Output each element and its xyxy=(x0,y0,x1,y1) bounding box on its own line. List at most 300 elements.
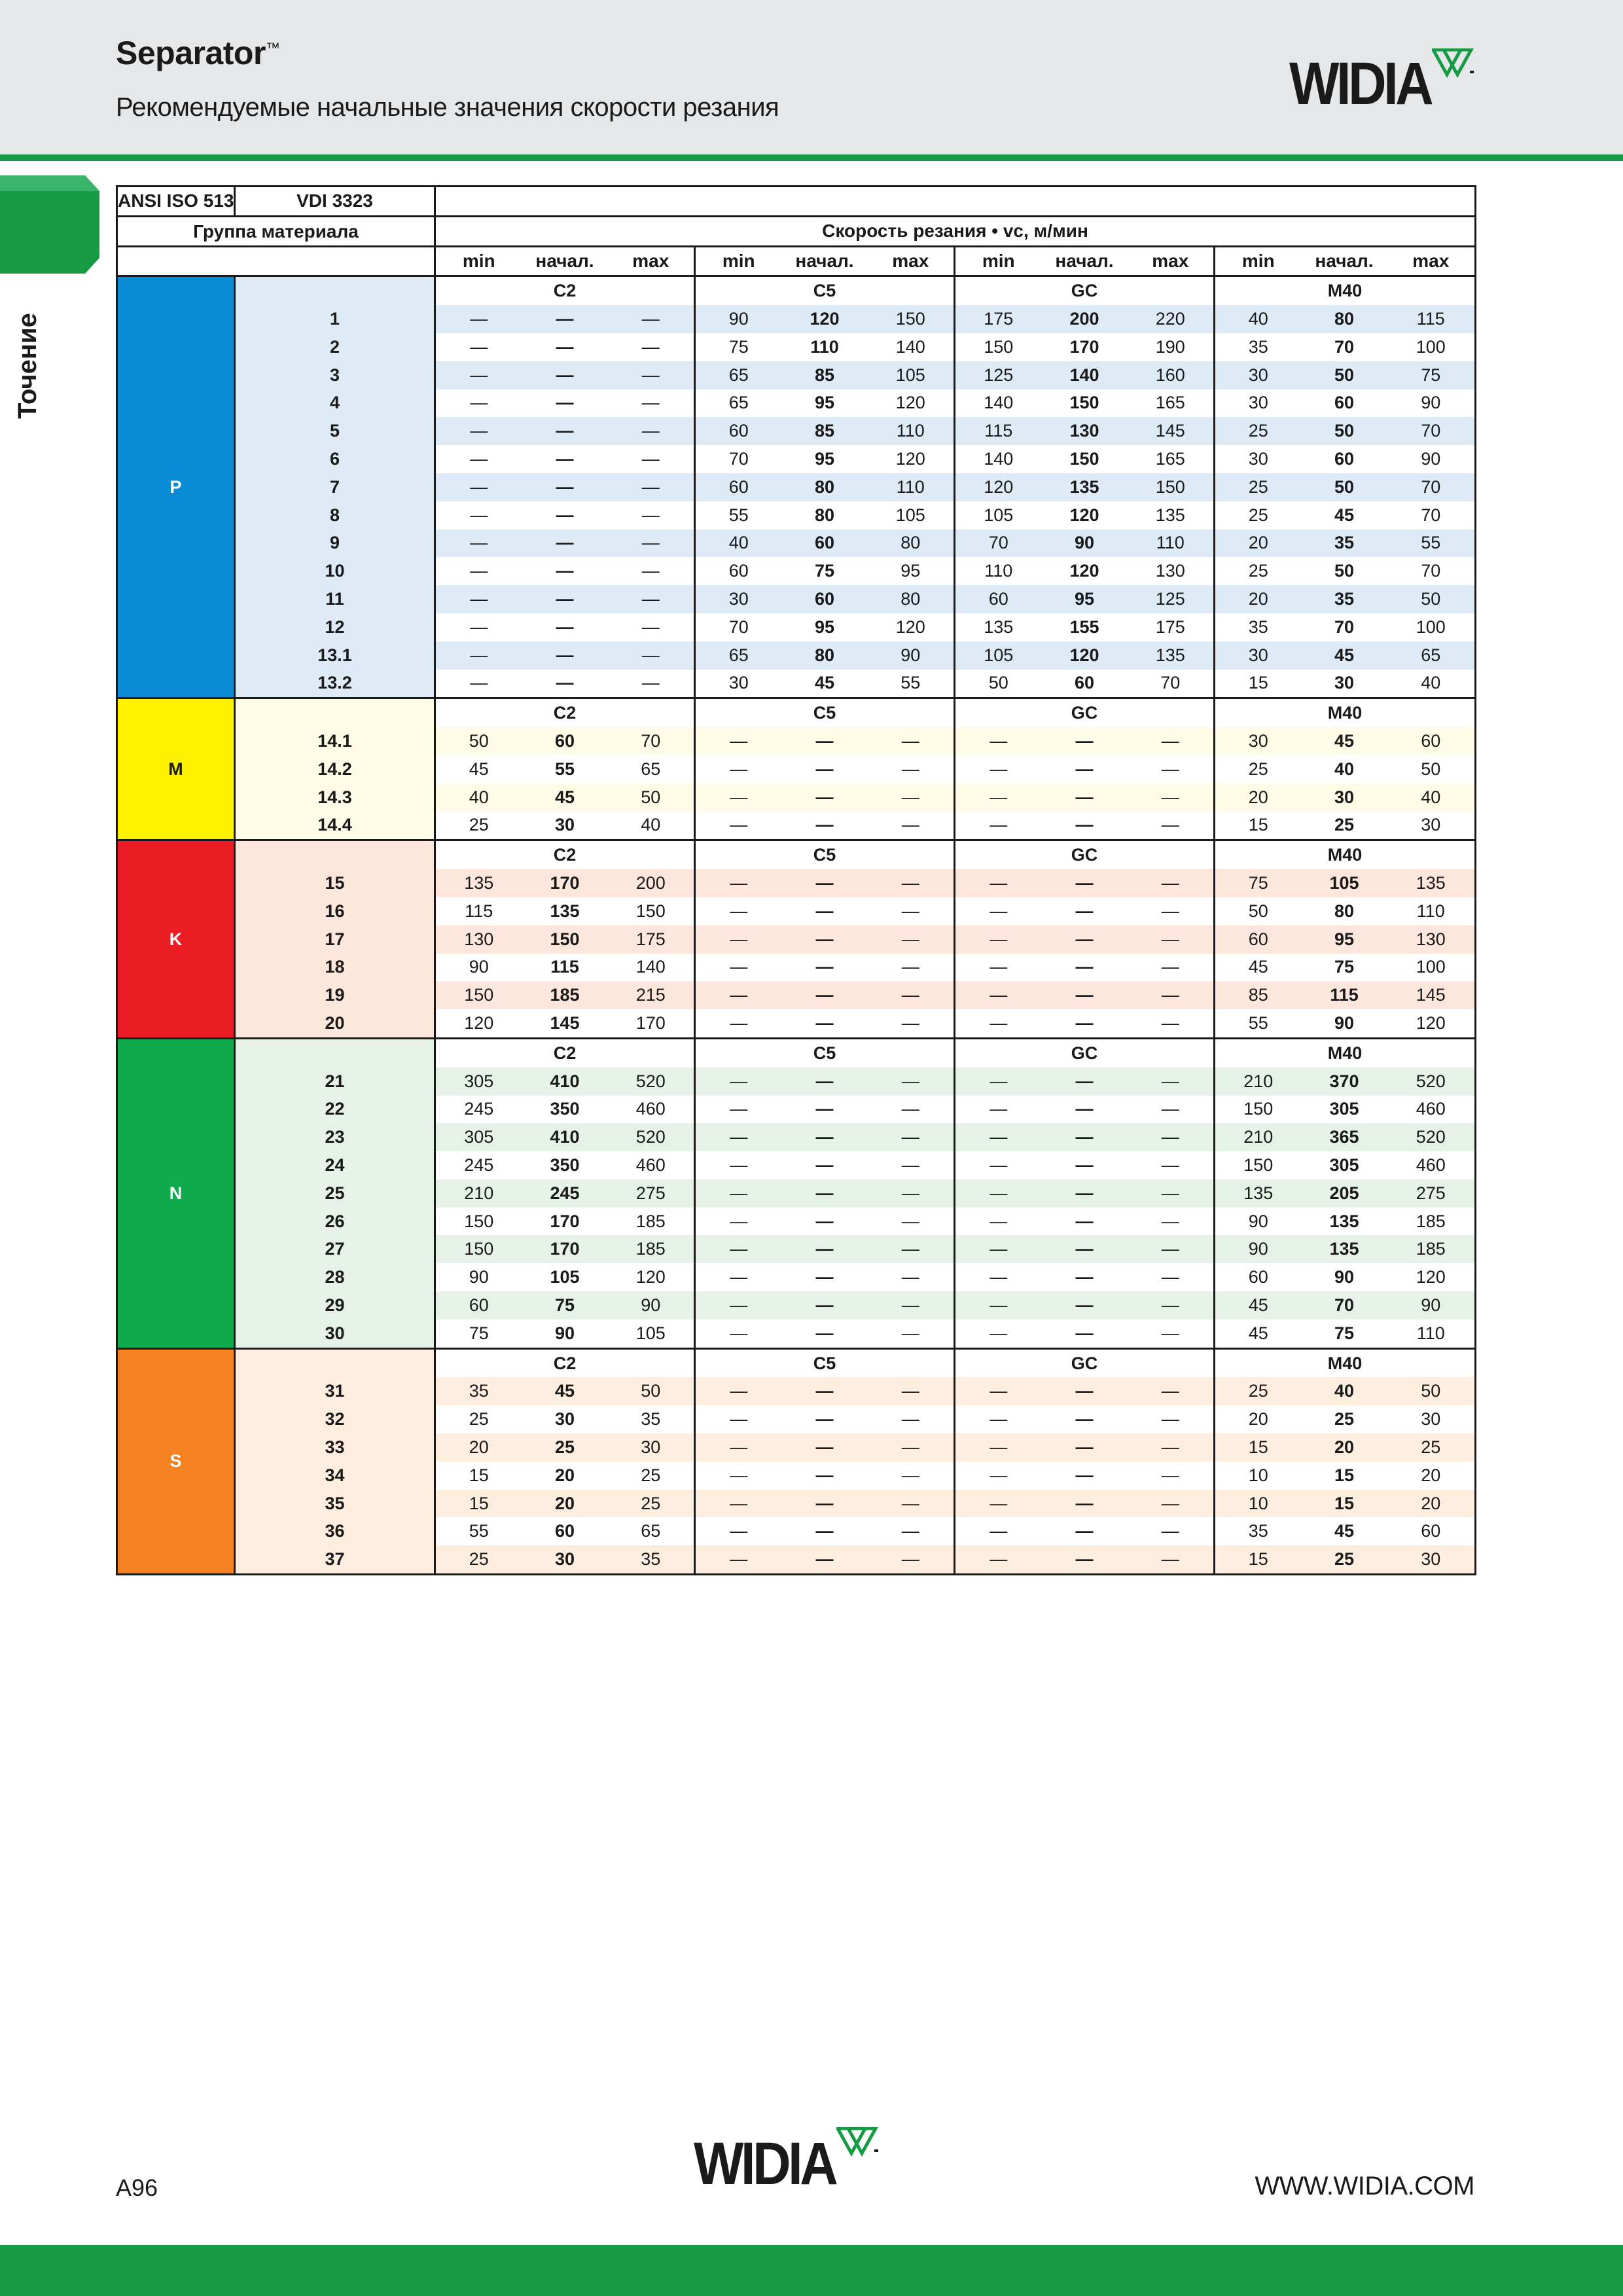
speed-value: — xyxy=(955,1179,1042,1208)
speed-value: 110 xyxy=(955,557,1042,585)
table-row xyxy=(117,641,1476,670)
speed-value: 55 xyxy=(1215,1009,1302,1038)
speed-value: — xyxy=(1128,981,1215,1009)
speed-value: 275 xyxy=(608,1179,695,1208)
website-url[interactable]: WWW.WIDIA.COM xyxy=(1255,2172,1474,2200)
speed-value: — xyxy=(955,1123,1042,1151)
speed-value: 90 xyxy=(435,1263,522,1291)
speed-value: — xyxy=(815,1267,834,1287)
speed-value: — xyxy=(1075,1099,1094,1119)
speed-value: 70 xyxy=(955,529,1042,558)
speed-value: 60 xyxy=(695,417,782,445)
speed-value: — xyxy=(782,981,868,1009)
speed-value: — xyxy=(955,755,1042,783)
speed-value: 145 xyxy=(522,1009,608,1038)
speed-value: 350 xyxy=(550,1099,580,1119)
speed-value: 50 xyxy=(955,670,1042,698)
speed-value: — xyxy=(1128,925,1215,954)
speed-value: — xyxy=(641,393,660,413)
speed-value: — xyxy=(695,954,782,982)
speed-value: 140 xyxy=(1042,361,1128,389)
footer-bar xyxy=(0,2245,1623,2296)
grade-row-k xyxy=(117,840,1476,869)
speed-value: 25 xyxy=(641,1465,661,1485)
speed-value: — xyxy=(1042,727,1128,755)
speed-value: 25 xyxy=(435,1545,522,1574)
speed-value: — xyxy=(695,925,782,954)
speed-value: 65 xyxy=(695,361,782,389)
speed-value: 25 xyxy=(1334,1409,1355,1429)
speed-value: 75 xyxy=(1334,957,1355,977)
speed-value: — xyxy=(608,361,695,389)
speed-value: — xyxy=(1042,1433,1128,1462)
speed-value: — xyxy=(435,529,522,558)
vdi-number: 9 xyxy=(235,529,435,558)
speed-value: 25 xyxy=(1302,812,1387,840)
speed-value: — xyxy=(608,305,695,333)
speed-value: 110 xyxy=(868,417,955,445)
speed-value: 190 xyxy=(1155,336,1185,357)
speed-value: 20 xyxy=(522,1490,608,1518)
speed-value: 170 xyxy=(608,1009,695,1038)
speed-value: — xyxy=(901,957,919,977)
speed-value: — xyxy=(815,1465,834,1485)
speed-value: 150 xyxy=(1215,1151,1302,1179)
speed-value: 55 xyxy=(1387,529,1476,558)
speed-value: 130 xyxy=(1155,561,1185,581)
table-row xyxy=(117,1263,1476,1291)
speed-value: 30 xyxy=(522,812,608,840)
speed-value: 305 xyxy=(435,1123,522,1151)
speed-value: 95 xyxy=(814,393,835,413)
speed-value: — xyxy=(435,361,522,389)
speed-value: — xyxy=(435,613,522,641)
vdi-cell-blank xyxy=(235,698,435,727)
table-row xyxy=(117,755,1476,783)
table-row xyxy=(117,613,1476,641)
speed-value: — xyxy=(522,305,608,333)
table-row xyxy=(117,670,1476,698)
vdi-cell-blank xyxy=(235,840,435,869)
subcol-label: max xyxy=(1128,246,1215,276)
speed-value: 105 xyxy=(608,1319,695,1348)
speed-value: 95 xyxy=(901,561,921,581)
speed-value: 25 xyxy=(1215,557,1302,585)
vdi-number: 8 xyxy=(235,501,435,529)
speed-value: 80 xyxy=(1302,305,1387,333)
iso-group-n: N xyxy=(117,1038,235,1348)
speed-value: — xyxy=(695,1462,782,1490)
speed-value: — xyxy=(1042,869,1128,897)
widia-logo-header xyxy=(1289,50,1450,117)
speed-value: — xyxy=(1161,1155,1179,1175)
speed-value: 50 xyxy=(1302,473,1387,501)
speed-value: 70 xyxy=(1334,336,1355,357)
vdi-number: 11 xyxy=(235,585,435,613)
speed-value: — xyxy=(1075,1267,1094,1287)
speed-value: 70 xyxy=(608,727,695,755)
table-row xyxy=(117,1096,1476,1124)
speed-value: — xyxy=(782,1319,868,1348)
speed-value: — xyxy=(608,670,695,698)
speed-value: 55 xyxy=(435,1517,522,1545)
speed-value: 65 xyxy=(695,641,782,670)
grade-label: M40 xyxy=(1215,840,1476,869)
speed-value: 135 xyxy=(1128,641,1215,670)
speed-value: 35 xyxy=(1302,585,1387,613)
subcol-label: min xyxy=(955,246,1042,276)
speed-value: — xyxy=(695,783,782,812)
vdi-number: 28 xyxy=(235,1263,435,1291)
speed-value: — xyxy=(782,1490,868,1518)
vdi-number: 26 xyxy=(235,1208,435,1236)
grade-label: C2 xyxy=(435,698,695,727)
speed-value: 245 xyxy=(435,1151,522,1179)
speed-value: 75 xyxy=(695,333,782,361)
speed-value: — xyxy=(782,1433,868,1462)
grade-row-n xyxy=(117,1038,1476,1067)
speed-value: 15 xyxy=(1215,670,1302,698)
speed-value: 120 xyxy=(435,1009,522,1038)
speed-value: 170 xyxy=(550,1211,580,1231)
table-row xyxy=(117,1235,1476,1263)
speed-value: — xyxy=(695,1319,782,1348)
speed-value: — xyxy=(815,1155,834,1175)
speed-value: — xyxy=(1042,783,1128,812)
speed-value: 20 xyxy=(1302,1433,1387,1462)
speed-value: 60 xyxy=(1215,925,1302,954)
header-blank xyxy=(435,187,1476,217)
speed-value: — xyxy=(1128,869,1215,897)
speed-value: 125 xyxy=(1128,585,1215,613)
speed-value: 75 xyxy=(522,1291,608,1319)
speed-value: 370 xyxy=(1302,1067,1387,1096)
speed-value: 210 xyxy=(1215,1123,1302,1151)
speed-value: 80 xyxy=(782,641,868,670)
page-number: A96 xyxy=(116,2174,158,2201)
speed-value: 60 xyxy=(554,1521,575,1541)
speed-value: 135 xyxy=(1329,1211,1359,1231)
speed-value: 120 xyxy=(1069,505,1099,525)
speed-value: 30 xyxy=(1387,812,1476,840)
widia-triangle-icon xyxy=(836,2127,878,2160)
table-row xyxy=(117,333,1476,361)
speed-value: 205 xyxy=(1302,1179,1387,1208)
speed-value: — xyxy=(901,901,919,921)
speed-value: — xyxy=(868,1490,955,1518)
speed-value: 30 xyxy=(1215,641,1302,670)
speed-value: — xyxy=(695,1517,782,1545)
speed-value: — xyxy=(782,1291,868,1319)
speed-value: — xyxy=(782,1009,868,1038)
speed-value: — xyxy=(695,1096,782,1124)
speed-value: — xyxy=(522,529,608,558)
speed-value: — xyxy=(695,1377,782,1405)
speed-value: 90 xyxy=(1387,445,1476,473)
speed-value: — xyxy=(1075,1465,1094,1485)
vdi-number: 14.3 xyxy=(235,783,435,812)
vdi-number: 34 xyxy=(235,1462,435,1490)
speed-value: — xyxy=(695,1490,782,1518)
grade-label: GC xyxy=(955,276,1215,305)
speed-value: — xyxy=(1128,1291,1215,1319)
speed-value: — xyxy=(695,1123,782,1151)
speed-value: — xyxy=(522,473,608,501)
speed-value: — xyxy=(1042,1545,1128,1574)
speed-value: 10 xyxy=(1215,1490,1302,1518)
speed-value: 460 xyxy=(635,1155,666,1175)
speed-value: 520 xyxy=(1387,1123,1476,1151)
speed-value: — xyxy=(1042,1235,1128,1263)
table-row xyxy=(117,529,1476,558)
grade-label: GC xyxy=(955,698,1215,727)
speed-value: 40 xyxy=(1215,305,1302,333)
vdi-number: 36 xyxy=(235,1517,435,1545)
speed-value: 215 xyxy=(608,981,695,1009)
speed-value: 130 xyxy=(1387,925,1476,954)
vdi-number: 32 xyxy=(235,1405,435,1433)
speed-value: — xyxy=(1042,1291,1128,1319)
header-material-group: Группа материала xyxy=(117,216,435,246)
speed-value: — xyxy=(695,897,782,925)
speed-value: — xyxy=(868,981,955,1009)
speed-value: 135 xyxy=(550,901,580,921)
speed-value: 50 xyxy=(608,1377,695,1405)
speed-value: 105 xyxy=(868,361,955,389)
speed-value: 210 xyxy=(435,1179,522,1208)
speed-value: — xyxy=(695,755,782,783)
speed-value: 45 xyxy=(1215,1291,1302,1319)
speed-value: 150 xyxy=(435,1235,522,1263)
speed-value: — xyxy=(955,1009,1042,1038)
speed-value: — xyxy=(955,1291,1042,1319)
speed-value: 125 xyxy=(955,361,1042,389)
speed-value: — xyxy=(815,1099,834,1119)
table-row xyxy=(117,585,1476,613)
speed-value: 90 xyxy=(522,1319,608,1348)
speed-value: 120 xyxy=(895,617,925,637)
speed-value: — xyxy=(1161,957,1179,977)
speed-value: 100 xyxy=(1387,613,1476,641)
speed-value: 45 xyxy=(1302,641,1387,670)
speed-value: — xyxy=(1128,727,1215,755)
grade-label: C2 xyxy=(435,1038,695,1067)
speed-value: — xyxy=(1128,1235,1215,1263)
speed-value: 35 xyxy=(1215,1517,1302,1545)
speed-value: — xyxy=(641,336,660,357)
speed-value: — xyxy=(641,505,660,525)
speed-value: 135 xyxy=(435,869,522,897)
speed-value: — xyxy=(435,557,522,585)
speed-value: — xyxy=(955,1151,1042,1179)
table-row xyxy=(117,954,1476,982)
speed-value: — xyxy=(695,727,782,755)
speed-value: 120 xyxy=(635,1267,666,1287)
speed-value: 120 xyxy=(1387,1009,1476,1038)
speed-value: — xyxy=(556,336,574,357)
speed-value: — xyxy=(1128,1067,1215,1096)
header-cutting-speed: Скорость резания • vc, м/мин xyxy=(435,216,1476,246)
speed-value: 175 xyxy=(955,305,1042,333)
speed-value: — xyxy=(1128,1490,1215,1518)
speed-value: 150 xyxy=(955,333,1042,361)
subcol-label: min xyxy=(695,246,782,276)
table-row xyxy=(117,1067,1476,1096)
speed-value: — xyxy=(955,897,1042,925)
speed-value: 410 xyxy=(522,1123,608,1151)
speed-value: — xyxy=(955,783,1042,812)
speed-value: — xyxy=(868,1179,955,1208)
speed-value: — xyxy=(955,925,1042,954)
speed-value: — xyxy=(1128,1433,1215,1462)
speed-value: 150 xyxy=(522,925,608,954)
speed-value: 45 xyxy=(1302,727,1387,755)
vdi-number: 10 xyxy=(235,557,435,585)
header-subcol-blank xyxy=(117,246,435,276)
speed-value: 150 xyxy=(1215,1096,1302,1124)
speed-value: — xyxy=(1075,1409,1094,1429)
grade-row-s xyxy=(117,1348,1476,1377)
speed-value: 20 xyxy=(1215,783,1302,812)
speed-value: 115 xyxy=(435,897,522,925)
speed-value: — xyxy=(782,1179,868,1208)
table-row xyxy=(117,389,1476,418)
vdi-number: 7 xyxy=(235,473,435,501)
speed-value: — xyxy=(955,869,1042,897)
table-row xyxy=(117,727,1476,755)
speed-value: 90 xyxy=(608,1291,695,1319)
speed-value: — xyxy=(868,1377,955,1405)
speed-value: — xyxy=(1128,1123,1215,1151)
speed-value: 105 xyxy=(895,505,925,525)
speed-value: 55 xyxy=(868,670,955,698)
speed-value: 95 xyxy=(814,449,835,469)
speed-value: 40 xyxy=(695,529,782,558)
speed-value: 140 xyxy=(955,389,1042,418)
speed-value: 410 xyxy=(522,1067,608,1096)
speed-value: 25 xyxy=(435,1405,522,1433)
speed-value: 90 xyxy=(1387,1291,1476,1319)
speed-value: 50 xyxy=(1215,897,1302,925)
speed-value: 75 xyxy=(1302,1319,1387,1348)
speed-value: 105 xyxy=(955,501,1042,529)
speed-value: — xyxy=(815,1211,834,1231)
speed-value: — xyxy=(868,1067,955,1096)
speed-value: 35 xyxy=(641,1409,661,1429)
speed-value: 60 xyxy=(782,585,868,613)
speed-value: — xyxy=(955,812,1042,840)
speed-value: — xyxy=(955,1319,1042,1348)
speed-value: 30 xyxy=(1302,783,1387,812)
speed-value: 175 xyxy=(1155,617,1185,637)
speed-value: 520 xyxy=(608,1123,695,1151)
speed-value: 60 xyxy=(1387,727,1476,755)
grade-label: M40 xyxy=(1215,1348,1476,1377)
page-title: Separator™ xyxy=(116,35,280,71)
speed-value: — xyxy=(782,925,868,954)
speed-value: — xyxy=(1042,925,1128,954)
speed-value: 350 xyxy=(550,1155,580,1175)
speed-value: 105 xyxy=(1302,869,1387,897)
vdi-cell-blank xyxy=(235,1038,435,1067)
speed-value: 185 xyxy=(608,1235,695,1263)
speed-value: 50 xyxy=(608,783,695,812)
speed-value: — xyxy=(901,1409,919,1429)
table-row xyxy=(117,557,1476,585)
speed-value: 45 xyxy=(1215,954,1302,982)
speed-value: 120 xyxy=(955,473,1042,501)
header-row-subcolumns xyxy=(117,246,1476,276)
speed-value: — xyxy=(435,445,522,473)
subcol-label: начал. xyxy=(522,246,608,276)
speed-value: — xyxy=(695,1291,782,1319)
speed-value: 15 xyxy=(1302,1490,1387,1518)
speed-value: 110 xyxy=(1387,1319,1476,1348)
speed-value: 120 xyxy=(1042,641,1128,670)
speed-value: 120 xyxy=(782,305,868,333)
speed-value: — xyxy=(901,1155,919,1175)
speed-value: — xyxy=(1161,1099,1179,1119)
vdi-number: 21 xyxy=(235,1067,435,1096)
speed-value: 50 xyxy=(435,727,522,755)
speed-value: 200 xyxy=(608,869,695,897)
speed-value: — xyxy=(868,1235,955,1263)
speed-value: 185 xyxy=(1387,1235,1476,1263)
speed-value: 80 xyxy=(1334,901,1355,921)
vdi-number: 5 xyxy=(235,417,435,445)
vdi-number: 13.1 xyxy=(235,641,435,670)
speed-value: 30 xyxy=(695,585,782,613)
speed-value: 50 xyxy=(1387,585,1476,613)
speed-value: 70 xyxy=(695,445,782,473)
speed-value: — xyxy=(1128,1179,1215,1208)
table-row xyxy=(117,1123,1476,1151)
speed-value: 200 xyxy=(1042,305,1128,333)
speed-value: — xyxy=(815,901,834,921)
speed-value: 110 xyxy=(868,473,955,501)
speed-value: — xyxy=(435,501,522,529)
grade-label: C5 xyxy=(695,1038,955,1067)
speed-value: — xyxy=(608,641,695,670)
speed-value: — xyxy=(955,1433,1042,1462)
speed-value: 60 xyxy=(1334,393,1355,413)
vdi-number: 31 xyxy=(235,1377,435,1405)
speed-value: 40 xyxy=(1387,670,1476,698)
speed-value: 30 xyxy=(1215,727,1302,755)
speed-value: 85 xyxy=(782,417,868,445)
subcol-label: min xyxy=(1215,246,1302,276)
vdi-number: 14.4 xyxy=(235,812,435,840)
speed-value: 85 xyxy=(1215,981,1302,1009)
speed-value: — xyxy=(695,1405,782,1433)
speed-value: — xyxy=(782,1123,868,1151)
speed-value: 60 xyxy=(695,557,782,585)
speed-value: 120 xyxy=(895,449,925,469)
speed-value: — xyxy=(782,727,868,755)
speed-value: 25 xyxy=(1215,755,1302,783)
speed-value: 70 xyxy=(1387,501,1476,529)
speed-value: 20 xyxy=(1387,1490,1476,1518)
speed-value: 60 xyxy=(782,529,868,558)
vdi-number: 27 xyxy=(235,1235,435,1263)
speed-value: 35 xyxy=(1215,613,1302,641)
speed-value: 25 xyxy=(1302,1545,1387,1574)
speed-value: — xyxy=(868,1545,955,1574)
grade-row-m xyxy=(117,698,1476,727)
table-row xyxy=(117,897,1476,925)
speed-value: 185 xyxy=(635,1211,666,1231)
speed-value: — xyxy=(868,925,955,954)
